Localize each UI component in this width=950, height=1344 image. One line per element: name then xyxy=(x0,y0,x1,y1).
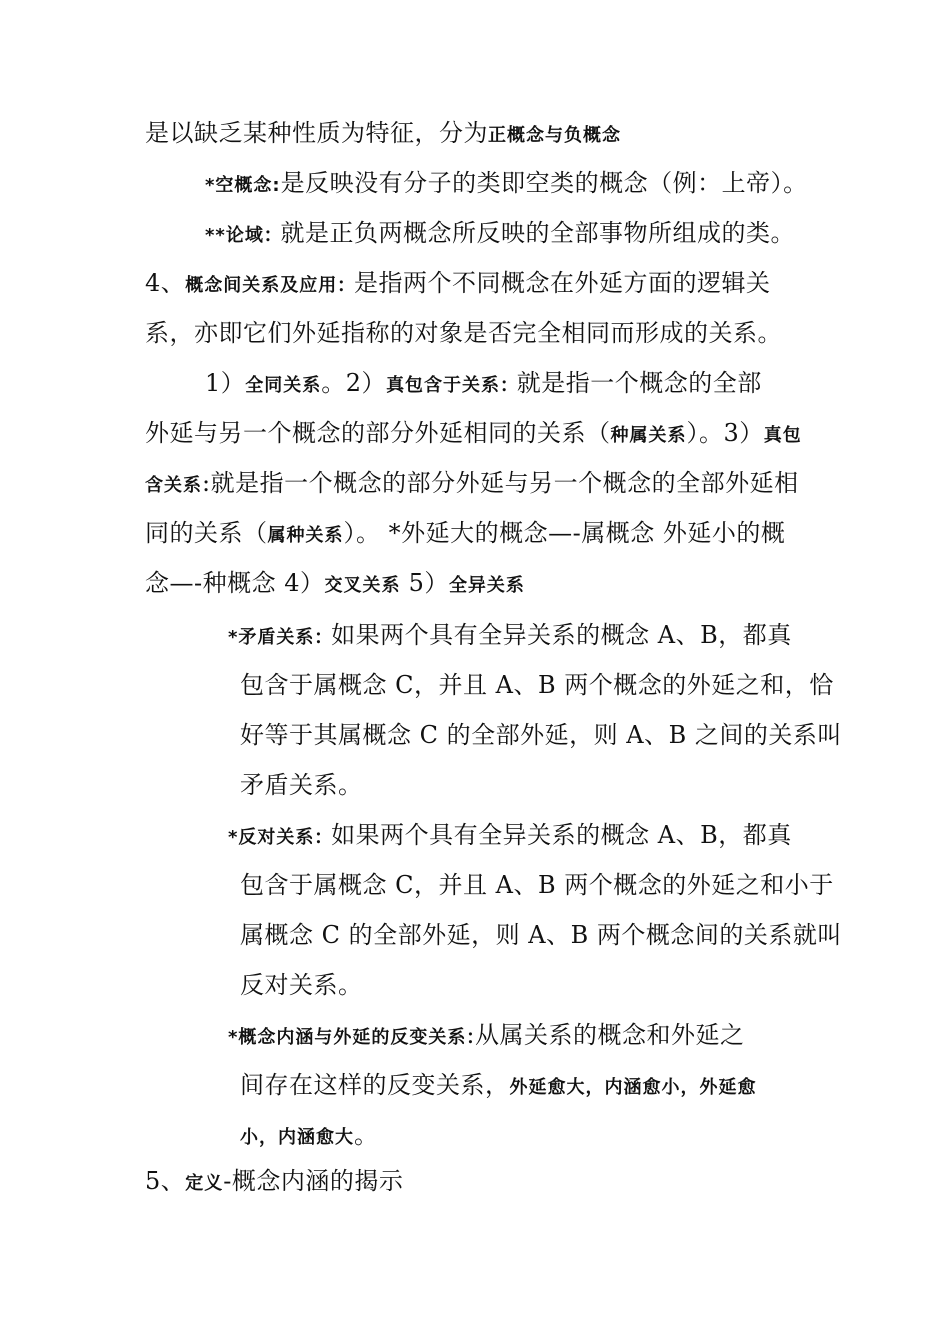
text-line-1: 是以缺乏某种性质为特征，分为正概念与负概念 xyxy=(145,119,621,147)
bold-term: 反对关系 xyxy=(238,827,315,848)
text-line-16: 包含于属概念 C，并且 A、B 两个概念的外延之和小于 xyxy=(240,871,834,899)
text-line-3: **论域: 就是正负两概念所反映的全部事物所组成的类。 xyxy=(205,219,796,247)
text-line-19: *概念内涵与外延的反变关系:从属关系的概念和外延之 xyxy=(228,1021,745,1049)
text-line-5: 系，亦即它们外延指称的对象是否完全相同而形成的关系。 xyxy=(145,319,782,347)
text-line-8: 含关系:就是指一个概念的部分外延与另一个概念的全部外延相 xyxy=(145,469,799,497)
bold-term: * xyxy=(228,627,239,648)
bold-term: 属种关系 xyxy=(267,525,344,546)
bold-term: 种属关系 xyxy=(610,425,687,446)
text-line-21: 小，内涵愈大。 xyxy=(240,1121,379,1149)
text-line-12: 包含于属概念 C，并且 A、B 两个概念的外延之和，恰 xyxy=(240,671,834,699)
bold-term: 概念间关系及应用 xyxy=(185,275,338,296)
text-line-11: *矛盾关系: 如果两个具有全异关系的概念 A、B，都真 xyxy=(228,621,792,649)
bold-term: 全异关系 xyxy=(448,575,525,596)
bold-term: 外延愈大，内涵愈小，外延愈 xyxy=(509,1077,757,1098)
bold-term: 矛盾关系 xyxy=(238,627,315,648)
text-line-20: 间存在这样的反变关系，外延愈大，内涵愈小，外延愈 xyxy=(240,1071,757,1099)
text-line-4: 4、概念间关系及应用: 是指两个不同概念在外延方面的逻辑关 xyxy=(145,269,771,297)
text-line-10: 念—-种概念 4）交叉关系 5）全异关系 xyxy=(145,569,525,597)
bold-term: * xyxy=(228,1027,239,1048)
text-line-13: 好等于其属概念 C 的全部外延，则 A、B 之间的关系叫 xyxy=(240,721,842,749)
bold-term: 交叉关系 xyxy=(324,575,401,596)
text-line-7: 外延与另一个概念的部分外延相同的关系（种属关系）。3）真包 xyxy=(145,419,802,447)
bold-term: 真包含于关系 xyxy=(386,375,501,396)
bold-term: 概念内涵与外延的反变关系 xyxy=(238,1027,467,1048)
text-line-9: 同的关系（属种关系）。 *外延大的概念—-属概念 外延小的概 xyxy=(145,519,786,547)
bold-term: 全同关系 xyxy=(245,375,322,396)
text-line-14: 矛盾关系。 xyxy=(240,771,363,799)
bold-term: * xyxy=(205,225,216,246)
bold-term: 正概念与负概念 xyxy=(488,125,621,146)
bold-term: * xyxy=(228,827,239,848)
bold-term: 小，内涵愈大 xyxy=(240,1127,354,1148)
text-line-18: 反对关系。 xyxy=(240,971,363,999)
text-line-17: 属概念 C 的全部外延，则 A、B 两个概念间的关系就叫 xyxy=(240,921,842,949)
text-line-15: *反对关系: 如果两个具有全异关系的概念 A、B，都真 xyxy=(228,821,792,849)
text-line-22: 5、定义-概念内涵的揭示 xyxy=(145,1167,404,1195)
bold-term: 真包 xyxy=(763,425,802,446)
text-line-6: 1）全同关系。2）真包含于关系: 就是指一个概念的全部 xyxy=(205,369,762,397)
text-line-2: *空概念:是反映没有分子的类即空类的概念（例：上帝）。 xyxy=(205,169,808,197)
bold-term: *空概念: xyxy=(205,175,281,196)
bold-term: 含关系 xyxy=(145,475,202,496)
bold-term: *论域 xyxy=(215,225,264,246)
bold-term: 定义 xyxy=(185,1173,224,1194)
